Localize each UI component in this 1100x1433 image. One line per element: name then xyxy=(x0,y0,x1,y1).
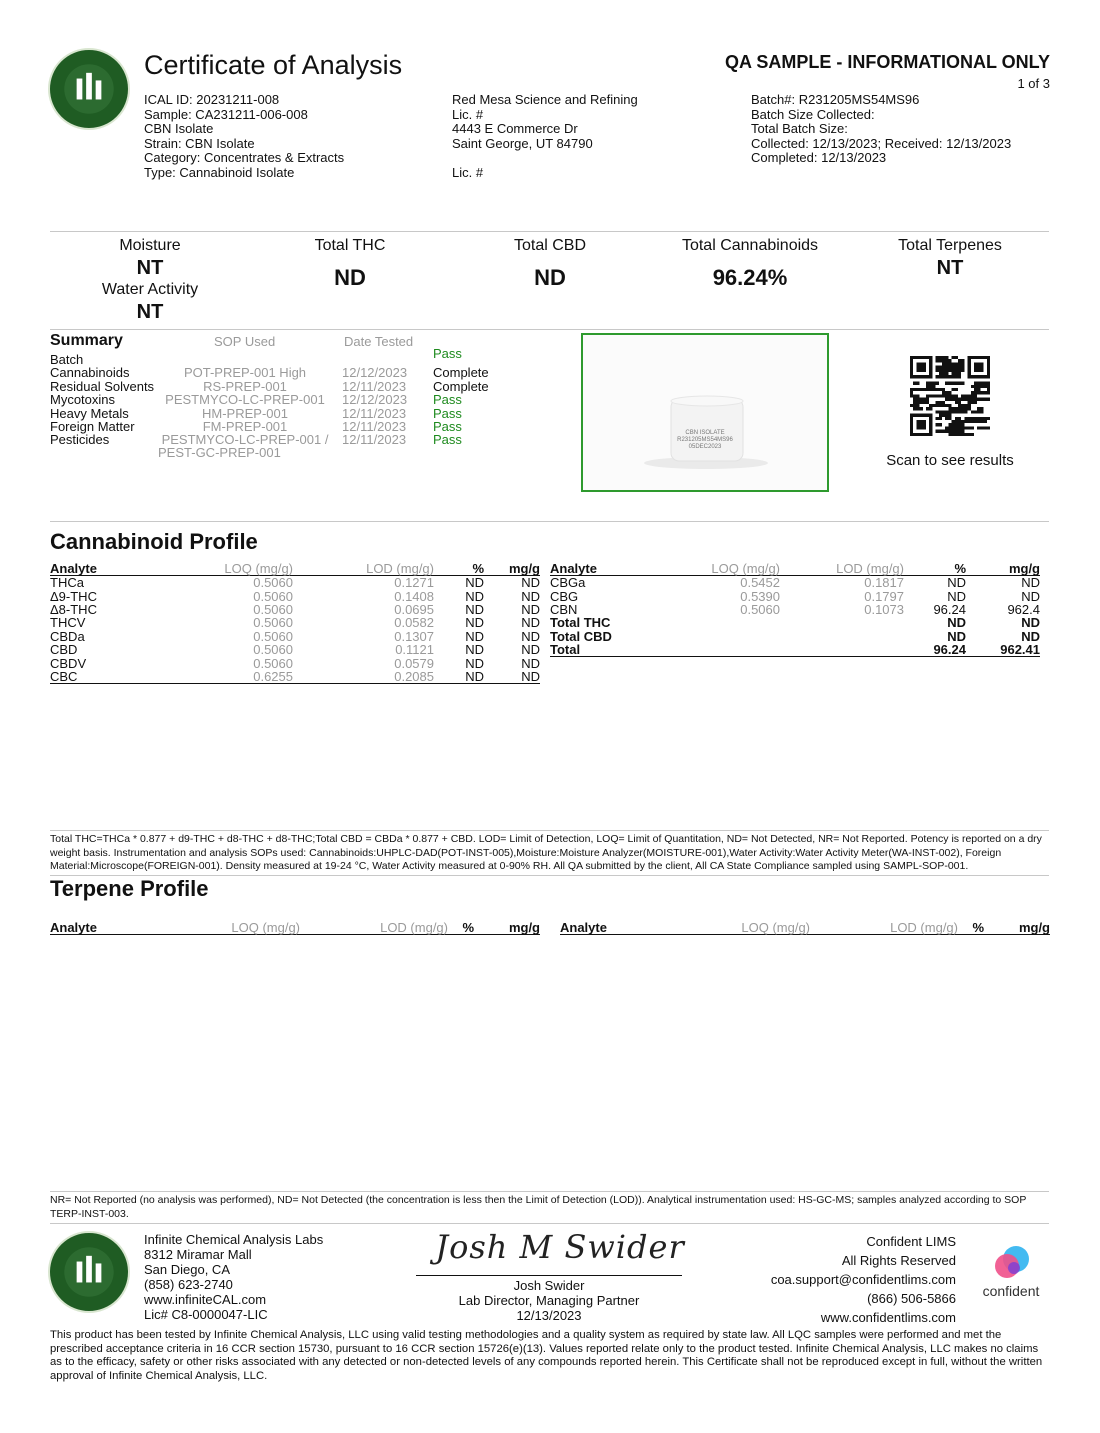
client-address-1: 4443 E Commerce Dr xyxy=(452,121,578,136)
analyte-cell: Δ8-THC xyxy=(50,601,97,617)
lod-cell xyxy=(780,630,904,643)
test-result: Pass xyxy=(433,392,462,408)
col-mg-g: mg/g xyxy=(984,920,1050,935)
summary-row xyxy=(50,407,530,420)
table-row xyxy=(50,630,540,643)
test-result: Complete xyxy=(433,365,489,381)
lod-cell xyxy=(780,643,904,657)
loq-cell xyxy=(670,643,780,657)
lims-rights: All Rights Reserved xyxy=(841,1253,956,1268)
summary-row xyxy=(50,346,530,367)
test-sop: PESTMYCO-LC-PREP-001 / xyxy=(161,432,329,448)
ical-id: ICAL ID: 20231211-008 xyxy=(144,92,280,107)
percent-cell: ND xyxy=(465,615,484,631)
mg-g-cell: ND xyxy=(521,615,540,631)
analyte-cell: THCV xyxy=(50,615,86,631)
col-percent: % xyxy=(434,561,484,576)
divider xyxy=(50,329,1049,330)
test-sop: POT-PREP-001 High xyxy=(183,365,307,381)
test-name: Heavy Metals xyxy=(50,405,129,421)
lod-cell: 0.1797 xyxy=(864,588,904,604)
divider xyxy=(50,1191,1049,1192)
lod-cell: 0.1817 xyxy=(864,575,904,591)
analyte-cell: Total THC xyxy=(550,615,611,631)
test-date: 12/12/2023 xyxy=(342,392,408,408)
page-number: 1 of 3 xyxy=(1017,76,1050,91)
lims-website[interactable]: www.confidentlims.com xyxy=(820,1310,956,1325)
col-analyte: Analyte xyxy=(50,561,160,576)
terpene-table-right xyxy=(560,920,1050,935)
col-loq: LOQ (mg/g) xyxy=(670,920,810,935)
loq-cell xyxy=(670,616,780,629)
table-row xyxy=(550,630,1040,643)
loq-cell: 0.5060 xyxy=(740,601,780,617)
pesticides-sop-line-2: PEST-GC-PREP-001 xyxy=(158,445,281,460)
product-photo xyxy=(581,333,829,492)
loq-cell: 0.5060 xyxy=(253,601,293,617)
terpene-footnote: NR= Not Reported (no analysis was performed), ND= Not Detected (the concentration is less then the Limit of Detection (LOD)). Analytical instrumentation used: HS-GC-MS; samples analyzed according to SOP TERP-INST-003. xyxy=(50,1194,1027,1220)
table-row xyxy=(550,603,1040,616)
lod-cell: 0.1121 xyxy=(395,642,434,658)
strain: Strain: CBN Isolate xyxy=(144,135,255,151)
lab-website[interactable]: www.infiniteCAL.com xyxy=(144,1292,267,1307)
confident-logo xyxy=(976,1243,1046,1303)
client-info xyxy=(452,93,638,180)
confident-logo-icon xyxy=(976,1243,1046,1283)
lod-cell: 0.1408 xyxy=(394,588,434,604)
qr-code[interactable] xyxy=(910,356,990,436)
mg-g-cell: ND xyxy=(1021,575,1040,591)
lab-logo xyxy=(48,48,130,130)
table-row xyxy=(50,643,540,656)
test-sop: PESTMYCO-LC-PREP-001 xyxy=(165,392,325,408)
date-header: Date Tested xyxy=(344,334,414,349)
percent-cell: ND xyxy=(947,575,966,591)
total-cannabinoids-stat: Total Cannabinoids 96.24% xyxy=(681,237,819,290)
summary-row xyxy=(50,420,530,433)
test-sop: HM-PREP-001 xyxy=(202,405,288,421)
table-row xyxy=(550,643,1040,657)
mg-g-cell: ND xyxy=(521,575,540,591)
cannabinoid-table-right xyxy=(550,561,1040,657)
qa-banner: QA SAMPLE - INFORMATIONAL ONLY xyxy=(724,52,1050,72)
total-batch-size: Total Batch Size: xyxy=(751,121,848,136)
sample-name: CBN Isolate xyxy=(144,121,214,136)
percent-cell: ND xyxy=(465,628,484,644)
sign-date: 12/13/2023 xyxy=(516,1308,582,1323)
analyte-cell: CBG xyxy=(550,588,579,604)
table-row xyxy=(50,603,540,616)
analyte-cell: THCa xyxy=(50,575,84,591)
moisture-stat: Moisture NT Water Activity NT xyxy=(101,237,199,323)
percent-cell: ND xyxy=(947,588,966,604)
test-result: Complete xyxy=(433,378,489,394)
confident-brand: confident xyxy=(982,1283,1040,1299)
document-title: Certificate of Analysis xyxy=(144,50,403,80)
disclaimer: This product has been tested by Infinite Chemical Analysis, LLC using valid testing methodologies and a quality system as required by state law. All LQC samples were performed and met the prescribed acceptance criteria in 16 CCR section 15730, pursuant to 16 CCR section 15726(e)(13). Values reported relate only to the product tested. Infinite Chemical Analysis, LLC makes no claims as to the efficacy, safety or other risks associated with any detected or non-detected levels of any compounds reported herein. This Certificate shall not be reproduced except in full, without the written approval of Infinite Chemical Analysis, LLC. xyxy=(50,1329,1043,1382)
jar-image xyxy=(583,335,827,490)
col-lod: LOD (mg/g) xyxy=(810,920,958,935)
summary-row xyxy=(50,433,530,446)
lod-cell: 0.0695 xyxy=(394,601,434,617)
table-row xyxy=(50,616,540,629)
divider xyxy=(50,521,1049,522)
mg-g-cell: ND xyxy=(521,655,540,671)
sample-info xyxy=(144,93,344,180)
loq-cell: 0.6255 xyxy=(160,670,293,684)
total-cbd-stat: Total CBD ND xyxy=(513,237,587,290)
mg-g-cell: ND xyxy=(1021,615,1040,631)
loq-cell: 0.5452 xyxy=(740,575,780,591)
loq-cell: 0.5060 xyxy=(253,575,293,591)
lab-city: San Diego, CA xyxy=(144,1262,230,1277)
qr-code-image xyxy=(910,356,990,436)
analyte-cell: CBDa xyxy=(50,628,85,644)
test-result: Pass xyxy=(433,432,462,448)
terpene-table-left xyxy=(50,920,540,935)
col-lod: LOD (mg/g) xyxy=(780,561,904,576)
signer-name: Josh Swider xyxy=(513,1278,585,1293)
summary-row xyxy=(50,380,530,393)
loq-cell: 0.5390 xyxy=(740,588,780,604)
cannabinoid-footnote: Total THC=THCa * 0.877 + d9-THC + d8-THC + d8-THC;Total CBD = CBDa * 0.877 + CBD. LOD= Limit of Detection, LOQ= Limit of Quantitation, ND= Not Detected, NR= Not Reported. Potency is reported on a dry weight basis. Instrumentation and analysis SOPs used: Cannabinoids:UHPLC-DAD(POT-INST-005),Moisture:Moisture Analyzer(MOISTURE-001),Water Activity:Water Activity Meter(WA-INST-002), Foreign Material:Microscope(FOREIGN-001). Density measured at 19-24 °C, Water Activity measured at 0-90% RH. All QA submitted by the client, All CA State Compliance sampled using SAMPL-SOP-001. xyxy=(50,833,1042,872)
jar-label-2: R231205MS54MS96 xyxy=(677,437,733,443)
loq-cell: 0.5060 xyxy=(253,628,293,644)
signature-line xyxy=(416,1275,682,1276)
divider xyxy=(50,1223,1049,1224)
lod-cell: 0.0579 xyxy=(394,655,434,671)
lab-name: Infinite Chemical Analysis Labs xyxy=(144,1232,324,1247)
mg-g-cell: ND xyxy=(521,642,540,658)
lab-phone: (858) 623-2740 xyxy=(144,1277,233,1292)
test-date: 12/11/2023 xyxy=(342,405,407,421)
test-sop: RS-PREP-001 xyxy=(203,378,287,394)
completed-date: Completed: 12/13/2023 xyxy=(751,150,887,165)
total-thc-stat: Total THC ND xyxy=(314,237,386,290)
mg-g-cell: ND xyxy=(1021,588,1040,604)
col-loq: LOQ (mg/g) xyxy=(670,561,780,576)
signer-block xyxy=(416,1278,682,1323)
mg-g-cell: ND xyxy=(521,588,540,604)
percent-cell: ND xyxy=(465,588,484,604)
table-row xyxy=(50,589,540,602)
test-date: 12/11/2023 xyxy=(342,378,407,394)
lod-cell: 0.1073 xyxy=(864,601,904,617)
mg-g-cell: 962.41 xyxy=(966,643,1040,657)
signature: Josh M Swider xyxy=(435,1228,685,1266)
percent-cell: 96.24 xyxy=(904,643,966,657)
client-license: Lic. # xyxy=(452,106,484,122)
table-row xyxy=(550,589,1040,602)
test-name: Cannabinoids xyxy=(50,365,130,381)
lab-license: Lic# C8-0000047-LIC xyxy=(144,1307,268,1322)
table-row xyxy=(50,656,540,669)
loq-cell: 0.5060 xyxy=(253,655,293,671)
mg-g-cell: ND xyxy=(1021,628,1040,644)
analyte-cell: Total CBD xyxy=(550,628,612,644)
summary-title: Summary xyxy=(50,332,123,349)
col-percent: % xyxy=(958,920,984,935)
col-analyte: Analyte xyxy=(560,920,670,935)
divider xyxy=(50,231,1049,232)
type: Type: Cannabinoid Isolate xyxy=(144,164,295,180)
loq-cell: 0.5060 xyxy=(253,642,293,658)
category: Category: Concentrates & Extracts xyxy=(144,150,345,165)
lab-logo-mark xyxy=(50,1233,128,1311)
percent-cell: ND xyxy=(465,601,484,617)
test-name: Pesticides xyxy=(50,432,110,448)
table-row xyxy=(50,670,540,684)
footer-lab-logo xyxy=(48,1231,130,1313)
analyte-cell: CBC xyxy=(50,670,160,684)
col-lod: LOD (mg/g) xyxy=(293,561,434,576)
analyte-cell: Δ9-THC xyxy=(50,588,97,604)
col-loq: LOQ (mg/g) xyxy=(160,920,300,935)
batch-size-collected: Batch Size Collected: xyxy=(751,106,875,122)
col-loq: LOQ (mg/g) xyxy=(160,561,293,576)
lod-cell: 0.1271 xyxy=(394,575,434,591)
total-terpenes-stat: Total Terpenes NT xyxy=(898,237,1002,279)
col-analyte: Analyte xyxy=(550,561,670,576)
table-row xyxy=(550,576,1040,590)
analyte-cell: CBDV xyxy=(50,655,87,671)
lod-cell: 0.0582 xyxy=(394,615,434,631)
analyte-cell: CBGa xyxy=(550,575,586,591)
test-date: 12/11/2023 xyxy=(342,419,407,434)
analyte-cell: CBN xyxy=(550,601,578,617)
percent-cell: ND xyxy=(947,628,966,644)
client-license-2: Lic. # xyxy=(452,164,484,180)
test-name: Mycotoxins xyxy=(50,392,116,408)
batch-info xyxy=(751,93,1011,166)
jar-label-3: 05DEC2023 xyxy=(688,444,722,450)
percent-cell: ND xyxy=(465,655,484,671)
lims-name: Confident LIMS xyxy=(866,1234,956,1249)
lims-contact xyxy=(771,1232,956,1327)
percent-cell: ND xyxy=(465,642,484,658)
test-result: Pass xyxy=(433,346,462,361)
batch-number: Batch#: R231205MS54MS96 xyxy=(751,92,920,107)
test-name: Batch xyxy=(50,352,84,367)
client-address-2: Saint George, UT 84790 xyxy=(452,135,593,151)
qr-caption: Scan to see results xyxy=(886,452,1014,469)
test-date: 12/12/2023 xyxy=(342,365,408,381)
table-row xyxy=(550,616,1040,629)
mg-g-cell: ND xyxy=(521,601,540,617)
percent-cell: ND xyxy=(465,575,484,591)
mg-g-cell: 962.4 xyxy=(1007,601,1040,617)
percent-cell: 96.24 xyxy=(933,601,966,617)
cannabinoid-profile-title: Cannabinoid Profile xyxy=(50,529,258,554)
table-row xyxy=(50,576,540,590)
sample-id: Sample: CA231211-006-008 xyxy=(144,106,308,122)
collected-received: Collected: 12/13/2023; Received: 12/13/2023 xyxy=(751,135,1012,151)
test-sop: FM-PREP-001 xyxy=(202,419,288,434)
loq-cell: 0.5060 xyxy=(253,588,293,604)
test-result: Pass xyxy=(433,405,462,421)
terpene-profile-title: Terpene Profile xyxy=(50,876,209,901)
col-mg-g: mg/g xyxy=(484,561,540,576)
mg-g-cell: ND xyxy=(484,670,540,684)
loq-cell: 0.5060 xyxy=(253,615,293,631)
divider xyxy=(50,830,1049,831)
analyte-cell: Total xyxy=(550,643,670,657)
signer-title: Lab Director, Managing Partner xyxy=(458,1293,640,1308)
lab-contact xyxy=(144,1232,323,1322)
lims-email[interactable]: coa.support@confidentlims.com xyxy=(770,1272,956,1287)
mg-g-cell: ND xyxy=(521,628,540,644)
col-analyte: Analyte xyxy=(50,920,160,935)
col-mg-g: mg/g xyxy=(966,561,1040,576)
loq-cell xyxy=(670,630,780,643)
lod-cell xyxy=(780,616,904,629)
summary-row xyxy=(50,366,530,379)
test-result: Pass xyxy=(433,419,462,434)
jar-label-1: CBN ISOLATE xyxy=(685,430,725,436)
test-date: 12/11/2023 xyxy=(342,432,407,448)
col-percent: % xyxy=(448,920,474,935)
sop-header: SOP Used xyxy=(214,334,276,349)
lod-cell: 0.1307 xyxy=(394,628,434,644)
percent-cell: ND xyxy=(947,615,966,631)
lod-cell: 0.2085 xyxy=(293,670,434,684)
col-mg-g: mg/g xyxy=(474,920,540,935)
cannabinoid-table-left xyxy=(50,561,540,684)
lab-street: 8312 Miramar Mall xyxy=(144,1247,252,1262)
client-name: Red Mesa Science and Refining xyxy=(452,92,638,107)
summary-row xyxy=(50,393,530,406)
col-percent: % xyxy=(904,561,966,576)
lab-logo-mark xyxy=(50,50,128,128)
test-name: Residual Solvents xyxy=(50,378,155,394)
test-name: Foreign Matter xyxy=(50,419,135,434)
percent-cell: ND xyxy=(434,670,484,684)
lims-phone: (866) 506-5866 xyxy=(867,1291,956,1306)
col-lod: LOD (mg/g) xyxy=(300,920,448,935)
analyte-cell: CBD xyxy=(50,642,78,658)
